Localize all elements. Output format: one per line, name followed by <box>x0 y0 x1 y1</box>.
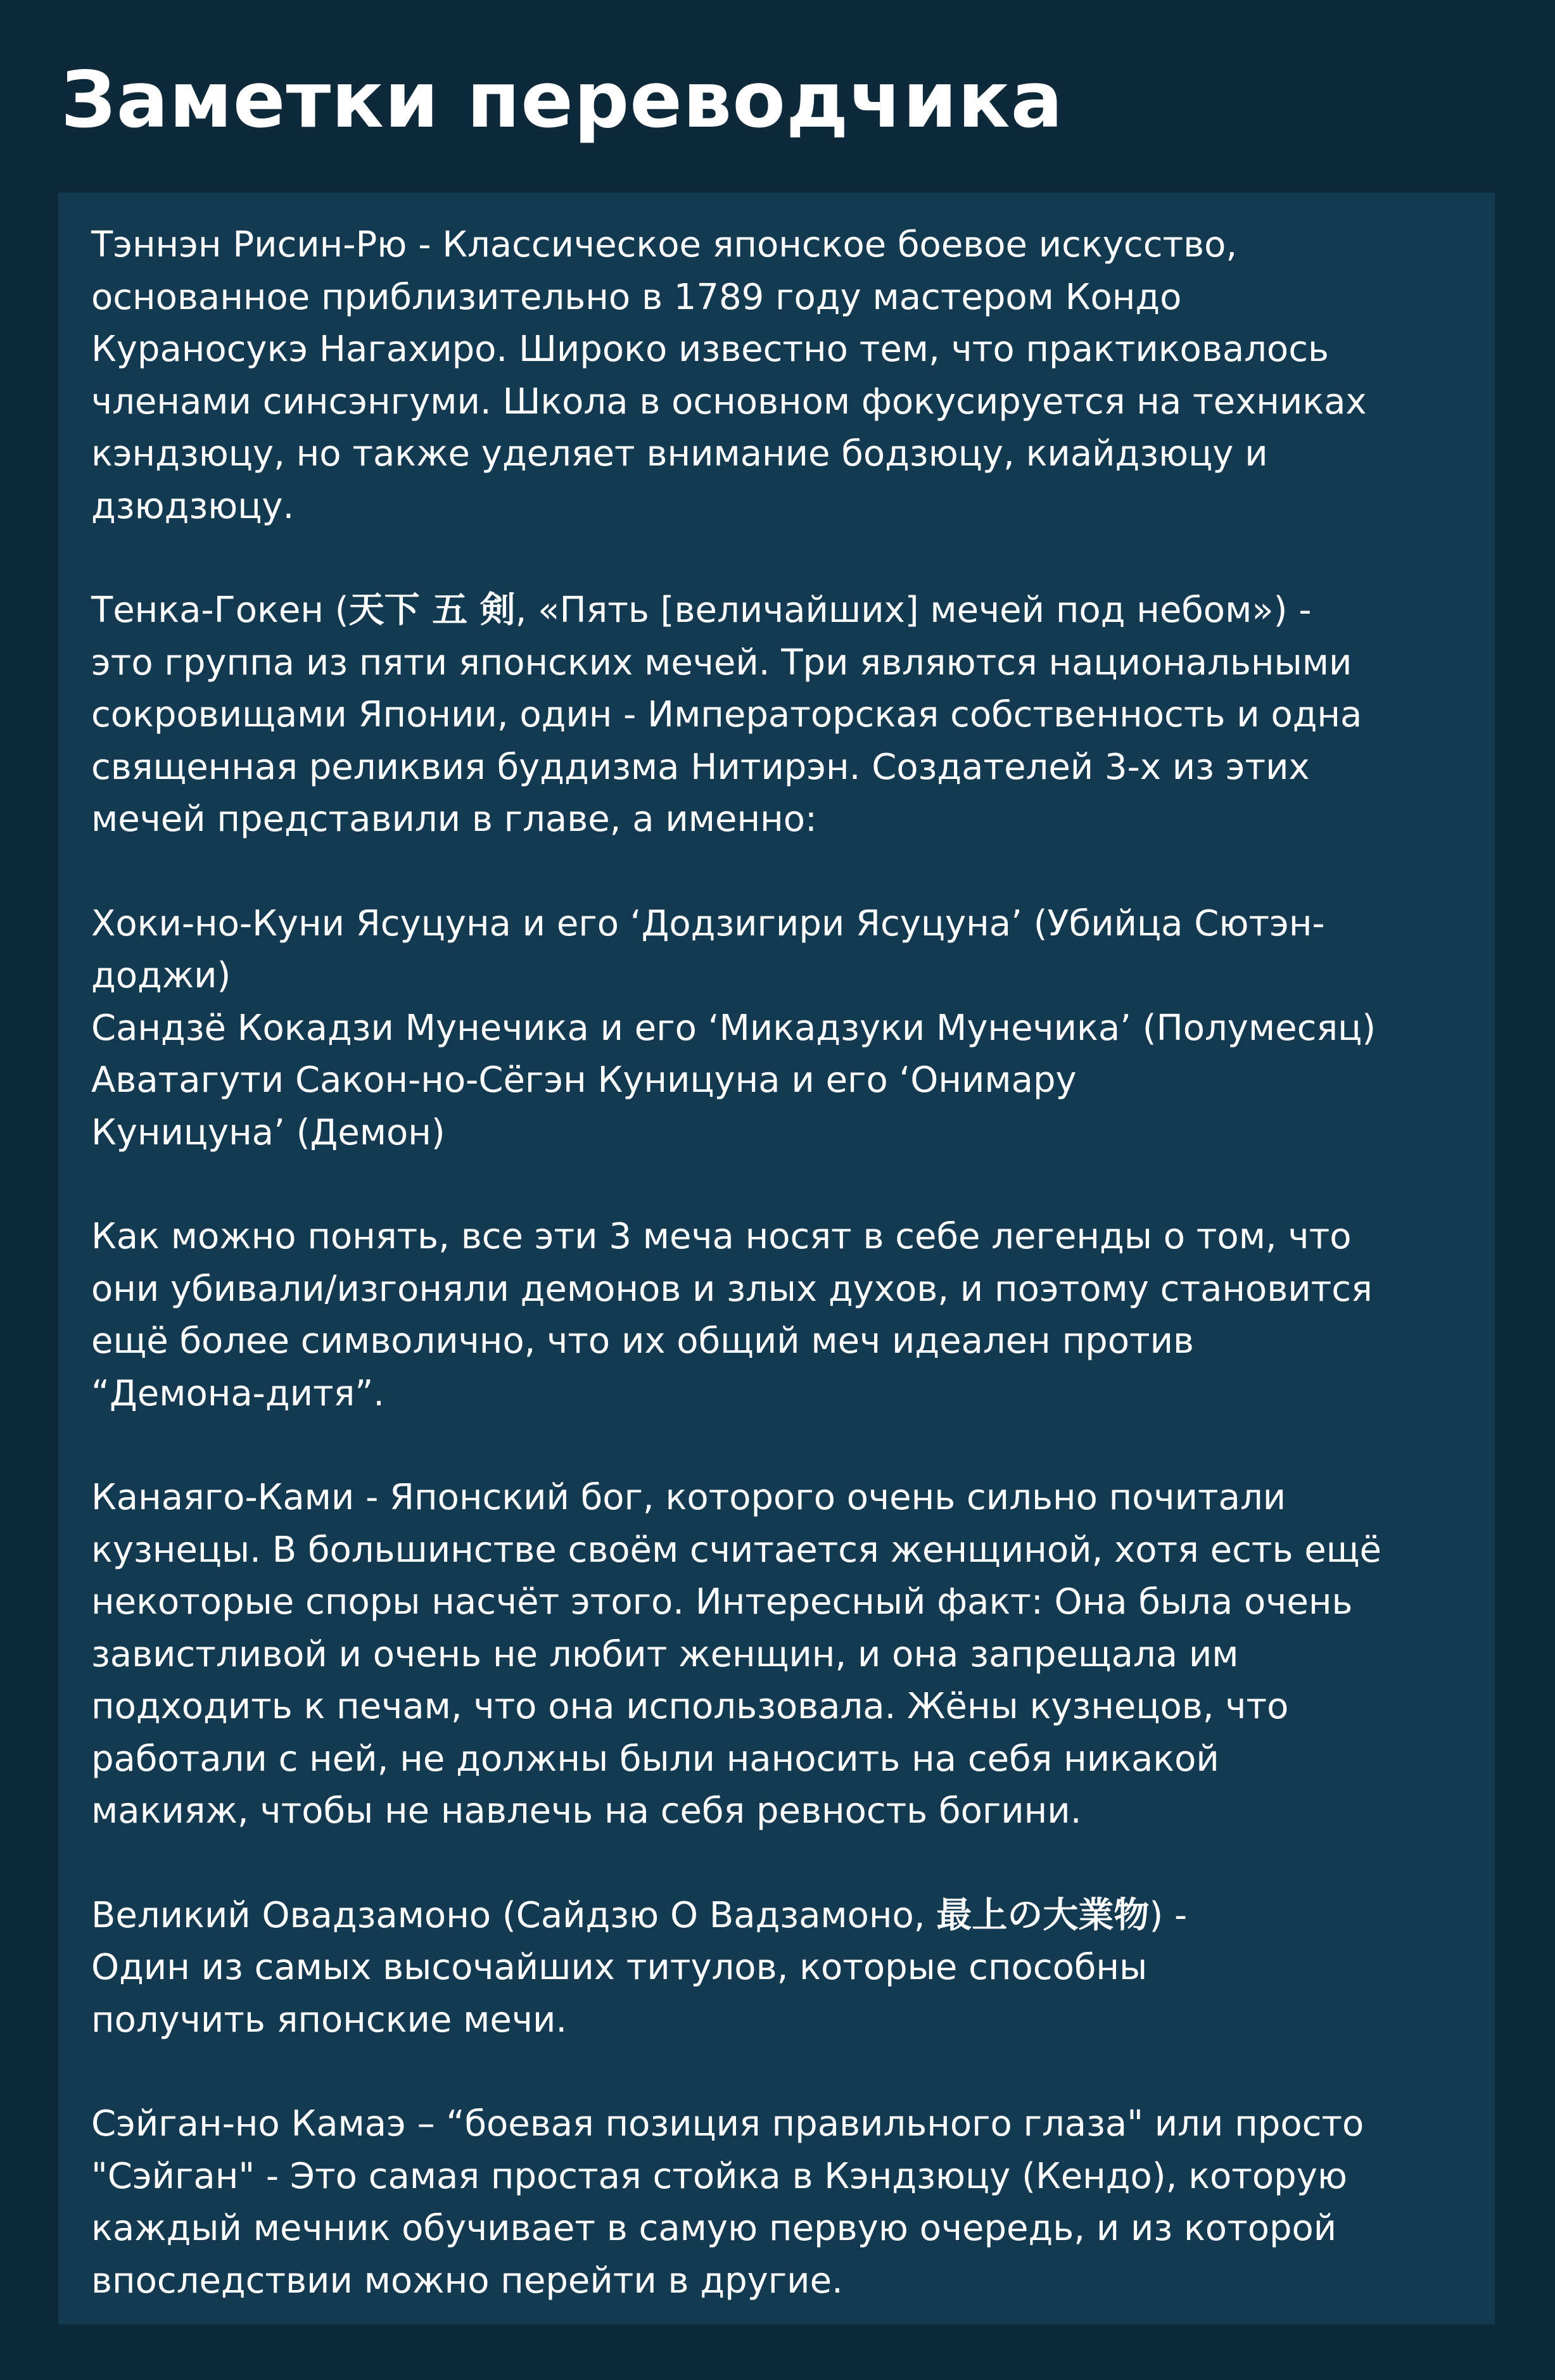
note-line: макияж, чтобы не навлечь на себя ревность богини. <box>91 1790 1082 1832</box>
note-line: сокровищами Японии, один - Императорская собственность и одна <box>91 694 1362 735</box>
note-line: некоторые споры насчёт этого. Интересный факт: Она была очень <box>91 1581 1353 1623</box>
note-line: подходить к печам, что она использовала. Жёны кузнецов, что <box>91 1686 1289 1727</box>
note-line: каждый мечник обучивает в самую первую очередь, и из которой <box>91 2208 1337 2249</box>
note-line: мечей представили в главе, а именно: <box>91 799 817 840</box>
notes-panel <box>58 193 1495 2324</box>
page-title: Заметки переводчика <box>61 55 1063 145</box>
note-line: они убивали/изгоняли демонов и злых духов, и поэтому становится <box>91 1268 1373 1310</box>
note-line: завистливой и очень не любит женщин, и она запрещала им <box>91 1633 1239 1675</box>
note-sword-makers-list <box>91 898 1462 1160</box>
note-line: Один из самых высочайших титулов, которые способны <box>91 1947 1148 1988</box>
note-line: это группа из пяти японских мечей. Три являются национальными <box>91 642 1352 683</box>
note-line: “Демона-дитя”. <box>91 1372 385 1414</box>
list-item: доджи) <box>91 955 231 996</box>
note-line: членами синсэнгуми. Школа в основном фокусируется на техниках <box>91 381 1367 422</box>
note-line: работали с ней, не должны были наносить на себя никакой <box>91 1738 1219 1780</box>
note-line: священная реликвия буддизма Нитирэн. Создателей 3-х из этих <box>91 746 1310 788</box>
note-line: Великий Овадзамоно (Сайдзю О Вадзамоно, 最上の大業物) - <box>91 1894 1188 1936</box>
list-item: Хоки-но-Куни Ясуцуна и его ‘Додзигири Ясуцуна’ (Убийца Сютэн- <box>91 902 1325 944</box>
note-tennen-rishin-ryu <box>91 219 1462 533</box>
note-owazamono <box>91 1890 1462 2047</box>
note-line: Сэйган-но Камаэ – “боевая позиция правильного глаза" или просто <box>91 2103 1364 2144</box>
note-demon-legends <box>91 1211 1462 1420</box>
note-seigan-no-kamae <box>91 2098 1462 2307</box>
note-line: "Сэйган" - Это самая простая стойка в Кэндзюцу (Кендо), которую <box>91 2155 1347 2197</box>
note-line: Тенка-Гокен (天下 五 剣, «Пять [величайших] мечей под небом») - <box>91 590 1312 631</box>
note-line: впоследствии можно перейти в другие. <box>91 2260 843 2301</box>
note-line: Канаяго-Ками - Японский бог, которого очень сильно почитали <box>91 1477 1286 1518</box>
note-line: кэндзюцу, но также уделяет внимание бодзюцу, киайдзюцу и <box>91 433 1268 474</box>
note-line: ещё более символично, что их общий меч идеален против <box>91 1320 1195 1362</box>
note-kanayago-kami <box>91 1472 1462 1838</box>
note-line: кузнецы. В большинстве своём считается женщиной, хотя есть ещё <box>91 1529 1381 1571</box>
list-item: Куницуна’ (Демон) <box>91 1111 445 1153</box>
note-line: Как можно понять, все эти 3 меча носят в себе легенды о том, что <box>91 1216 1352 1257</box>
note-line: Кураносукэ Нагахиро. Широко известно тем, что практиковалось <box>91 329 1329 370</box>
list-item: Сандзё Кокадзи Мунечика и его ‘Микадзуки Мунечика’ (Полумесяц) <box>91 1007 1376 1049</box>
list-item: Аватагути Сакон-но-Сёгэн Куницуна и его ‘Онимару <box>91 1060 1077 1101</box>
note-line: основанное приблизительно в 1789 году мастером Кондо <box>91 276 1182 318</box>
note-line: Тэннэн Рисин-Рю - Классическое японское боевое искусство, <box>91 224 1238 265</box>
note-tenka-goken <box>91 585 1462 846</box>
note-line: получить японские мечи. <box>91 1999 568 2041</box>
note-line: дзюдзюцу. <box>91 485 295 527</box>
